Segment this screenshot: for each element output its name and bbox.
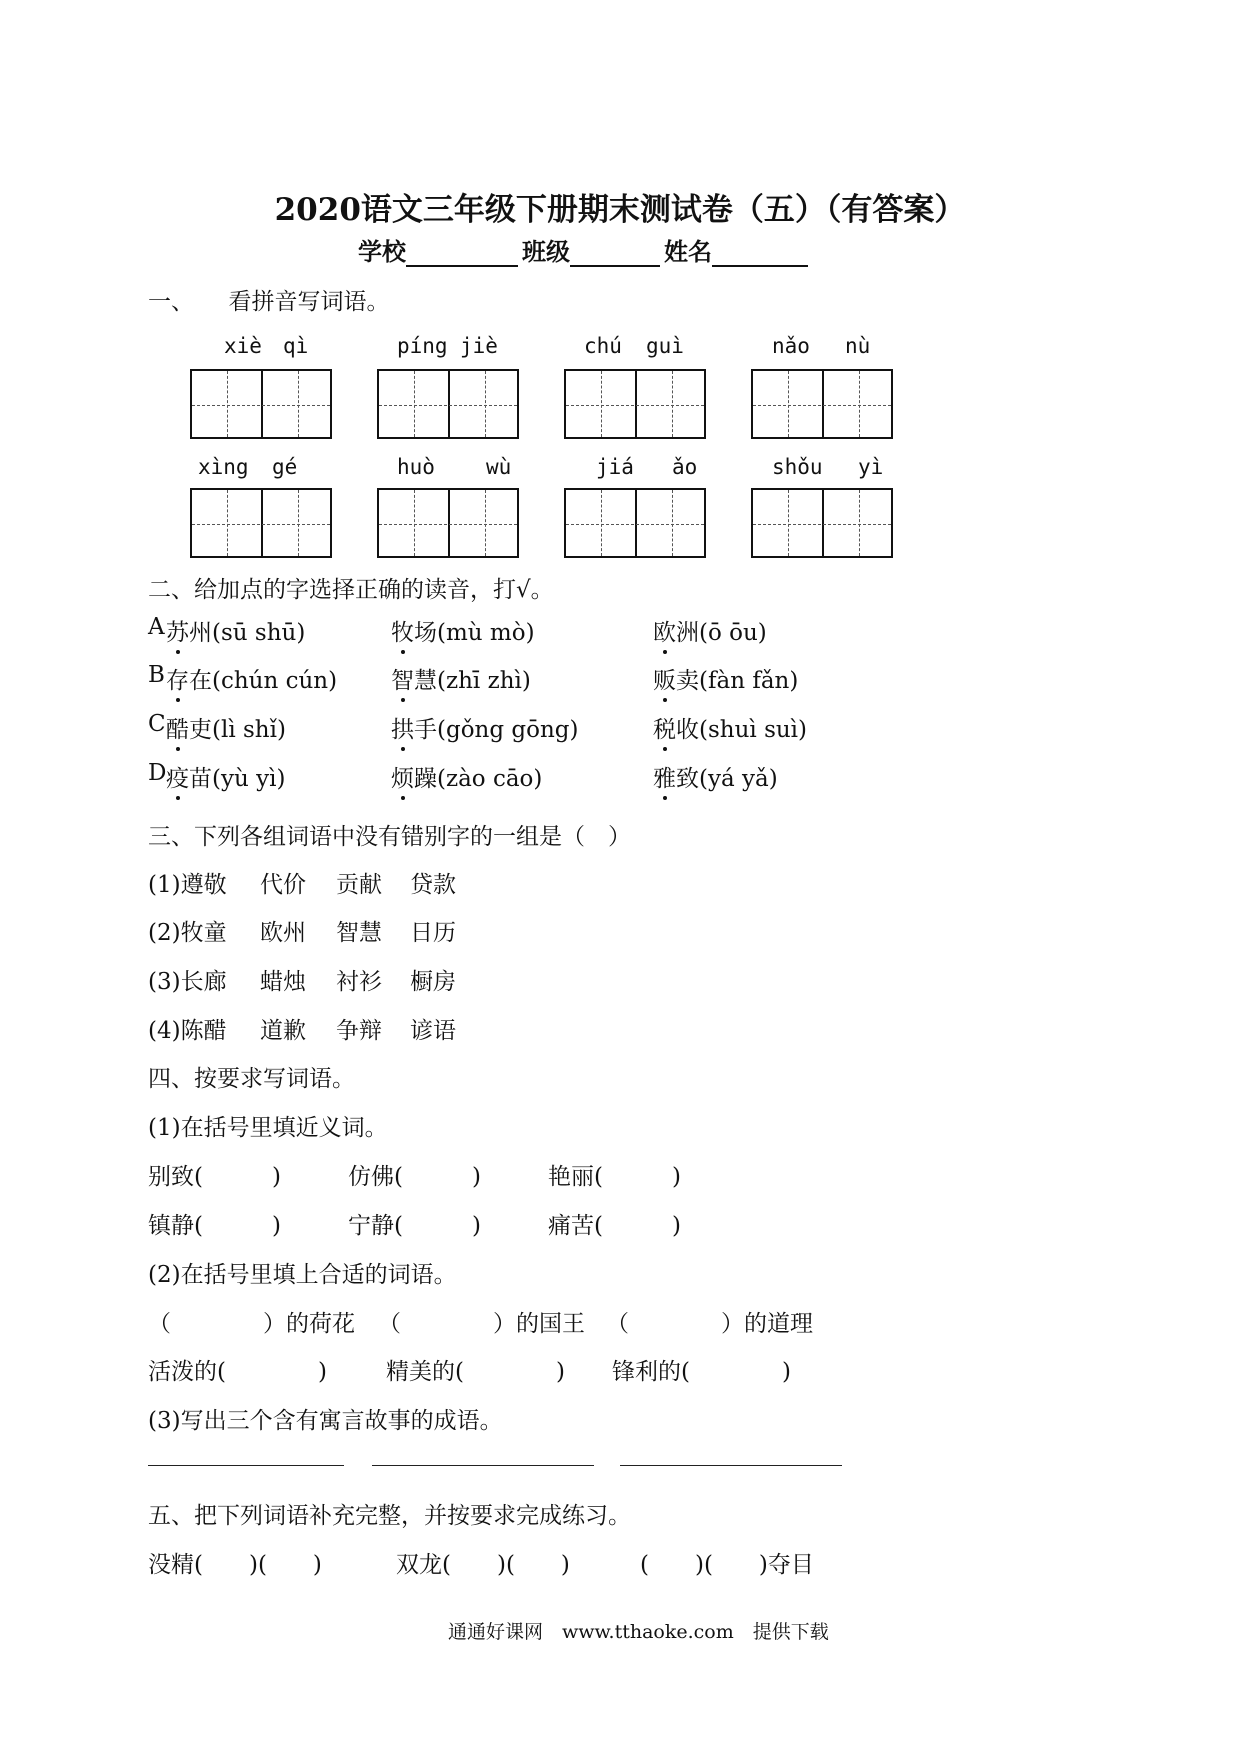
pinyin: qì: [283, 334, 309, 358]
tianzige-box[interactable]: [190, 369, 332, 439]
q2-item-rest: 场(mù mò): [414, 620, 535, 646]
q3-option-word[interactable]: (3)长廊: [148, 969, 227, 995]
q2-item-rest: 苗(yù yì): [189, 766, 286, 792]
name-blank[interactable]: [712, 241, 808, 267]
answer-line[interactable]: [620, 1465, 842, 1466]
pinyin: huò: [397, 455, 435, 479]
dotted-char: 智: [391, 668, 414, 694]
fill-blank[interactable]: 活泼的( ): [148, 1359, 327, 1385]
answer-line[interactable]: [148, 1465, 344, 1466]
pinyin: xìng: [198, 455, 249, 479]
synonym-blank[interactable]: 艳丽( ): [548, 1164, 681, 1190]
q3-heading: 三、下列各组词语中没有错别字的一组是（ ）: [148, 824, 631, 850]
q3-option-word: 争辩: [336, 1018, 382, 1044]
q2-item-rest: 收(shuì suì): [676, 717, 808, 743]
pinyin: píng: [397, 334, 448, 358]
fill-blank[interactable]: （ ）的国王: [378, 1311, 585, 1337]
q3-option-word: 橱房: [410, 969, 456, 995]
answer-line[interactable]: [372, 1465, 594, 1466]
pinyin: gé: [272, 455, 298, 479]
q3-option-word: 贡献: [336, 872, 382, 898]
dotted-char: 酷: [166, 717, 189, 743]
pinyin: shǒu: [772, 455, 823, 479]
dotted-char: 贩: [653, 668, 676, 694]
q2-item[interactable]: [166, 760, 285, 793]
q4-sub1: (1)在括号里填近义词。: [148, 1115, 388, 1141]
q4-sub3: (3)写出三个含有寓言故事的成语。: [148, 1408, 503, 1434]
synonym-blank[interactable]: 仿佛( ): [348, 1164, 481, 1190]
dotted-char: 雅: [653, 766, 676, 792]
pinyin: guì: [646, 334, 684, 358]
dotted-char: 疫: [166, 766, 189, 792]
tianzige-box[interactable]: [377, 488, 519, 558]
q2-item[interactable]: [653, 662, 798, 695]
q3-option-word: 蜡烛: [260, 969, 306, 995]
q2-item-rest: 手(gǒng gōng): [414, 717, 579, 743]
idiom-blank[interactable]: 没精( )( ): [148, 1552, 322, 1578]
q2-label: C: [148, 711, 166, 737]
q2-item[interactable]: [653, 760, 778, 793]
tianzige-box[interactable]: [564, 369, 706, 439]
q2-label: A: [148, 614, 165, 640]
q3-option-word: 代价: [260, 872, 306, 898]
q2-item[interactable]: [391, 760, 542, 793]
pinyin: nù: [845, 334, 871, 358]
dotted-char: 税: [653, 717, 676, 743]
q4-sub2: (2)在括号里填上合适的词语。: [148, 1262, 457, 1288]
pinyin: chú: [584, 334, 622, 358]
q3-option-word: 欧州: [260, 920, 306, 946]
q2-item-rest: 洲(ō ōu): [676, 620, 767, 646]
dotted-char: 拱: [391, 717, 414, 743]
footer-text: 通通好课网 www.tthaoke.com 提供下载: [448, 1621, 829, 1643]
q2-item[interactable]: [166, 711, 286, 744]
tianzige-box[interactable]: [751, 488, 893, 558]
pinyin: jiè: [460, 334, 498, 358]
q3-option-word: 日历: [410, 920, 456, 946]
dotted-char: 烦: [391, 766, 414, 792]
q2-label: D: [148, 760, 167, 786]
school-blank[interactable]: [406, 241, 518, 267]
tianzige-box[interactable]: [190, 488, 332, 558]
q3-option-word: 贷款: [410, 872, 456, 898]
synonym-blank[interactable]: 宁静( ): [348, 1213, 481, 1239]
fill-blank[interactable]: 锋利的( ): [612, 1359, 791, 1385]
q3-option-word[interactable]: (2)牧童: [148, 920, 227, 946]
q2-item[interactable]: [166, 614, 305, 647]
q2-item[interactable]: [391, 662, 531, 695]
pinyin: nǎo: [772, 334, 810, 358]
tianzige-box[interactable]: [564, 488, 706, 558]
q2-item[interactable]: [653, 711, 807, 744]
synonym-blank[interactable]: 痛苦( ): [548, 1213, 681, 1239]
q3-option-word: 道歉: [260, 1018, 306, 1044]
class-label: 班级: [522, 237, 570, 266]
q4-heading: 四、按要求写词语。: [148, 1066, 355, 1092]
fill-blank[interactable]: （ ）的道理: [606, 1311, 813, 1337]
class-blank[interactable]: [570, 241, 660, 267]
tianzige-box[interactable]: [751, 369, 893, 439]
q2-item[interactable]: [653, 614, 767, 647]
pinyin: jiá: [596, 455, 634, 479]
q3-option-word[interactable]: (1)遵敬: [148, 872, 227, 898]
q3-option-word: 衬衫: [336, 969, 382, 995]
tianzige-box[interactable]: [377, 369, 519, 439]
page-title: 2020语文三年级下册期末测试卷（五）（有答案）: [274, 192, 966, 228]
q2-item-rest: 在(chún cún): [189, 668, 338, 694]
q2-item[interactable]: [391, 614, 535, 647]
q3-option-word: 智慧: [336, 920, 382, 946]
idiom-blank[interactable]: ( )( )夺目: [640, 1552, 814, 1578]
q2-label: B: [148, 662, 165, 688]
fill-blank[interactable]: 精美的( ): [386, 1359, 565, 1385]
q5-heading: 五、把下列词语补充完整，并按要求完成练习。: [148, 1503, 631, 1529]
synonym-blank[interactable]: 别致( ): [148, 1164, 281, 1190]
student-info: [358, 232, 812, 267]
fill-blank[interactable]: （ ）的荷花: [148, 1311, 355, 1337]
dotted-char: 存: [166, 668, 189, 694]
dotted-char: 苏: [166, 620, 189, 646]
pinyin: ǎo: [672, 455, 698, 479]
idiom-blank[interactable]: 双龙( )( ): [396, 1552, 570, 1578]
q3-option-word: 谚语: [410, 1018, 456, 1044]
pinyin: yì: [858, 455, 884, 479]
q2-item-rest: 吏(lì shǐ): [189, 717, 286, 743]
q2-item-rest: 致(yá yǎ): [676, 766, 778, 792]
q2-item[interactable]: [391, 711, 578, 744]
name-label: 姓名: [664, 237, 712, 266]
q2-item-rest: 慧(zhī zhì): [414, 668, 531, 694]
pinyin: wù: [486, 455, 512, 479]
q2-item[interactable]: [166, 662, 337, 695]
synonym-blank[interactable]: 镇静( ): [148, 1213, 281, 1239]
q3-option-word[interactable]: (4)陈醋: [148, 1018, 227, 1044]
q2-item-rest: 卖(fàn fǎn): [676, 668, 799, 694]
dotted-char: 牧: [391, 620, 414, 646]
pinyin: xiè: [224, 334, 262, 358]
q2-heading: 二、给加点的字选择正确的读音，打√。: [148, 577, 554, 603]
dotted-char: 欧: [653, 620, 676, 646]
q1-heading: 一、 看拼音写词语。: [148, 289, 390, 315]
school-label: 学校: [358, 237, 406, 266]
q2-item-rest: 躁(zào cāo): [414, 766, 543, 792]
q2-item-rest: 州(sū shū): [189, 620, 306, 646]
